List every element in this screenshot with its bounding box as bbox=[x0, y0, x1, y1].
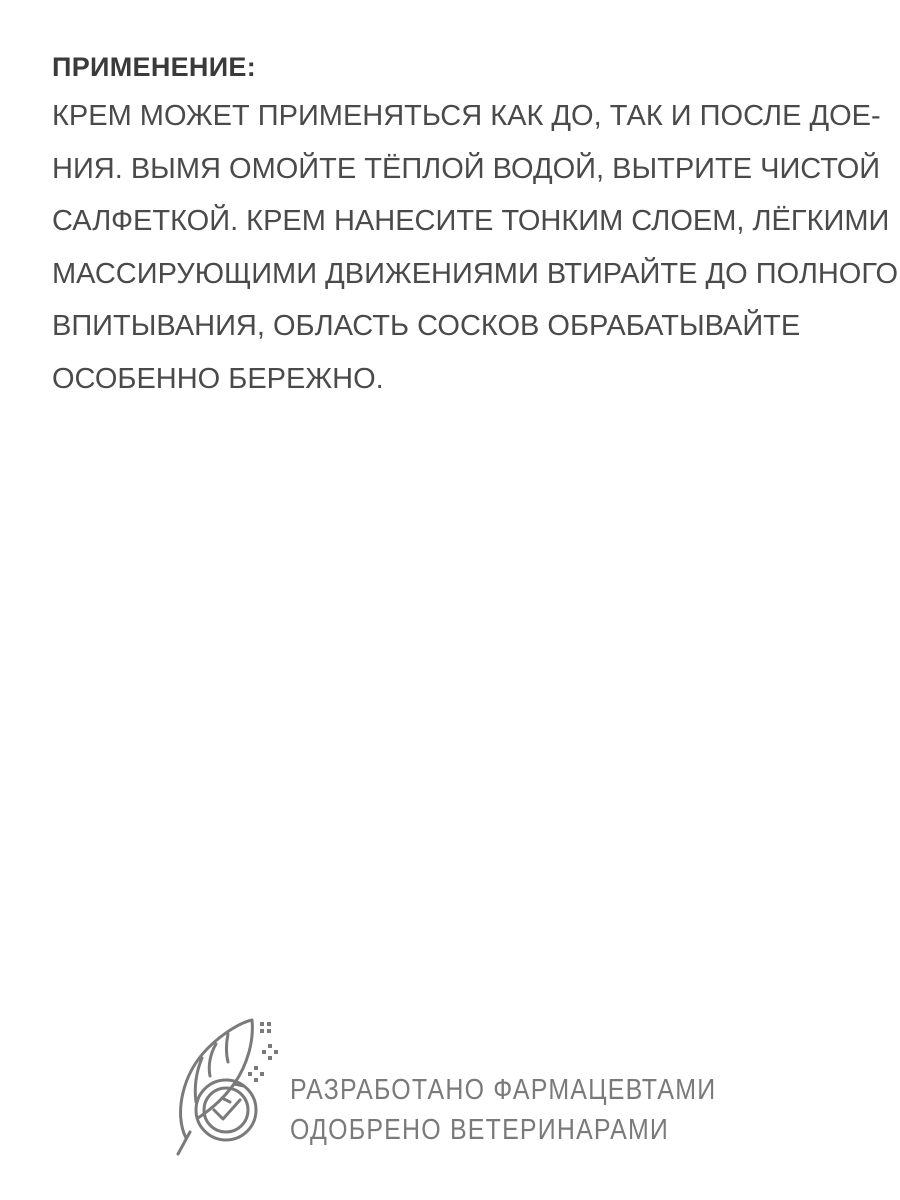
usage-text-line: НИЯ. ВЫМЯ ОМОЙТЕ ТЁПЛОЙ ВОДОЙ, ВЫТРИТЕ ЧИСТОЙ bbox=[52, 152, 881, 185]
usage-text-line: МАССИРУЮЩИМИ ДВИЖЕНИЯМИ ВТИРАЙТЕ ДО ПОЛНОГО bbox=[52, 257, 898, 290]
usage-text-line: ВПИТЫВАНИЯ, ОБЛАСТЬ СОСКОВ ОБРАБАТЫВАЙТЕ bbox=[52, 310, 801, 342]
badge-line-approved: ОДОБРЕНО ВЕТЕРИНАРАМИ bbox=[290, 1114, 670, 1146]
usage-heading: ПРИМЕНЕНИЕ: bbox=[52, 52, 257, 82]
badge-line-developed: РАЗРАБОТАНО ФАРМАЦЕВТАМИ bbox=[290, 1074, 717, 1106]
feather-check-icon bbox=[168, 1014, 283, 1164]
usage-text-line: КРЕМ МОЖЕТ ПРИМЕНЯТЬСЯ КАК ДО, ТАК И ПОСЛЕ ДОЕ- bbox=[52, 100, 881, 132]
usage-section bbox=[52, 44, 898, 405]
pharmacist-badge bbox=[168, 1014, 788, 1164]
usage-text-line: ОСОБЕННО БЕРЕЖНО. bbox=[52, 362, 384, 395]
usage-text-line: САЛФЕТКОЙ. КРЕМ НАНЕСИТЕ ТОНКИМ СЛОЕМ, ЛЁГКИМИ bbox=[52, 205, 890, 237]
badge-text bbox=[290, 1070, 786, 1150]
